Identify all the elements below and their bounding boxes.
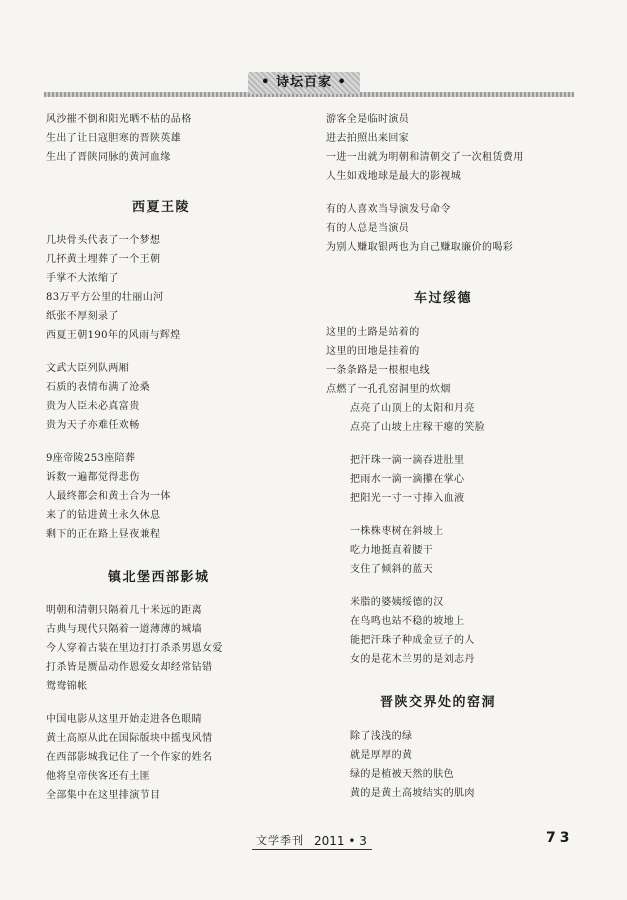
journal-name: 文学季刊 (256, 834, 304, 847)
poem-line: 剩下的正在路上昼夜兼程 (46, 529, 161, 540)
section-header (0, 72, 627, 98)
page-number: 73 (546, 830, 574, 846)
poem-line: 女的是花木兰男的是刘志丹 (350, 654, 475, 665)
poem-line: 点亮了山坡上庄稼干瘪的笑脸 (350, 422, 486, 433)
poem-line: 进去拍照出来回家 (326, 133, 410, 144)
poem-line: 鸳鸯锦帐 (46, 681, 88, 692)
poem-line: 支住了倾斜的蓝天 (350, 564, 434, 575)
poem-line: 西夏王朝190年的风雨与辉煌 (46, 330, 181, 341)
poem-line: 这里的土路是站着的 (326, 327, 420, 338)
poem-line: 83万平方公里的壮丽山河 (46, 292, 164, 303)
poem-line: 手掌不大浓缩了 (46, 273, 119, 284)
poem-line: 为别人赚取银两也为自己赚取廉价的喝彩 (326, 242, 514, 253)
poem-line: 吃力地挺直着腰干 (350, 545, 434, 556)
poem-line: 把汗珠一滴一滴吞进肚里 (350, 455, 465, 466)
poem-line: 几抔黄土埋葬了一个王朝 (46, 254, 161, 265)
poem-line: 9座帝陵253座陪葬 (46, 453, 136, 464)
section-badge: • 诗坛百家 • (248, 72, 360, 94)
poem-line: 人生如戏地球是最大的影视城 (326, 171, 462, 182)
poem-line: 米脂的婆姨绥德的汉 (350, 597, 444, 608)
poem-line: 他将皇帝侠客还有土匪 (46, 771, 150, 782)
poem-line: 生出了让日寇胆寒的晋陕英雄 (46, 133, 182, 144)
poem-line: 点亮了山顶上的太阳和月亮 (350, 403, 475, 414)
poem-line: 全部集中在这里排演节目 (46, 790, 161, 801)
poem-line: 古典与现代只隔着一道薄薄的城墙 (46, 624, 202, 635)
poem-title-yaodong: 晋陕交界处的窑洞 (380, 695, 497, 710)
poem-title-xixia: 西夏王陵 (132, 200, 191, 215)
left-column (46, 110, 296, 805)
poem-title-suide: 车过绥德 (414, 291, 473, 306)
poem-line: 一株株枣树在斜坡上 (350, 526, 444, 537)
poem-line: 中国电影从这里开始走进各色眼睛 (46, 714, 202, 725)
poem-line: 文武大臣列队两厢 (46, 363, 130, 374)
poem-line: 今人穿着古装在里边打打杀杀男恩女爱 (46, 643, 223, 654)
poem-line: 风沙摧不倒和阳光晒不枯的品格 (46, 114, 192, 125)
poem-title-zhenbeibu: 镇北堡西部影城 (108, 570, 210, 585)
poem-line: 在鸟鸣也站不稳的坡地上 (350, 616, 465, 627)
poem-line: 人最终都会和黄土合为一体 (46, 491, 171, 502)
poem-line: 石质的表情布满了沧桑 (46, 382, 150, 393)
poem-line: 除了浅浅的绿 (350, 731, 413, 742)
poem-line: 贵为天子亦难任欢畅 (46, 420, 140, 431)
poem-line: 诉数一遍都觉得悲伤 (46, 472, 140, 483)
poem-line: 点燃了一孔孔窑洞里的炊烟 (326, 384, 451, 395)
page-footer (0, 832, 627, 852)
issue-number: 2011 • 3 (314, 834, 367, 848)
poem-line: 打杀皆是赝品动作恩爱女却经常钻错 (46, 662, 213, 673)
poem-line: 黄土高原从此在国际版块中摇曳风情 (46, 733, 213, 744)
poem-line: 就是厚厚的黄 (350, 750, 413, 761)
poem-line: 贵为人臣未必真富贵 (46, 401, 140, 412)
poem-line: 纸张不厚刻录了 (46, 311, 119, 322)
poem-line: 几块骨头代表了一个梦想 (46, 235, 161, 246)
poem-line: 在西部影城我记住了一个作家的姓名 (46, 752, 213, 763)
poem-line: 有的人总是当演员 (326, 223, 410, 234)
poem-line: 游客全是临时演员 (326, 114, 410, 125)
poem-line: 能把汗珠子种成金豆子的人 (350, 635, 475, 646)
poem-line: 这里的田地是挂着的 (326, 346, 420, 357)
poem-line: 把雨水一滴一滴攥在掌心 (350, 474, 465, 485)
poem-line: 生出了晋陕同脉的黄河血缘 (46, 152, 171, 163)
poem-line: 绿的是植被天然的肤色 (350, 769, 454, 780)
poem-line: 把阳光一寸一寸捧入血液 (350, 493, 465, 504)
poem-line: 来了的钻进黄土永久休息 (46, 510, 161, 521)
footer-underline (252, 849, 372, 850)
poem-line: 黄的是黄土高坡结实的肌肉 (350, 788, 475, 799)
poem-line: 有的人喜欢当导演发号命令 (326, 204, 451, 215)
poem-line: 一条条路是一根根电线 (326, 365, 430, 376)
right-column (326, 110, 596, 803)
poem-line: 一进一出就为明朝和清朝交了一次租赁费用 (326, 152, 524, 163)
poem-line: 明朝和清朝只隔着几十米远的距离 (46, 605, 202, 616)
